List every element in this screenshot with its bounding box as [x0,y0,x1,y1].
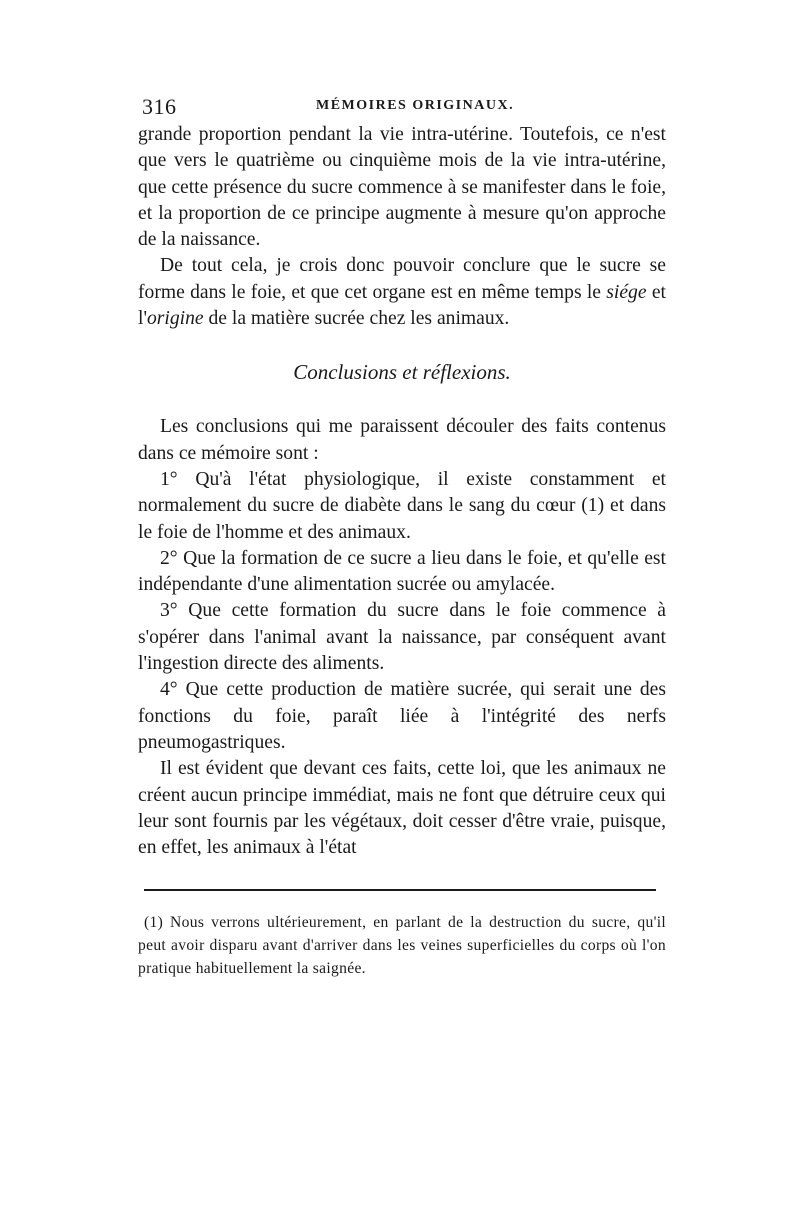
footnote [138,911,666,980]
paragraph: Les conclusions qui me paraissent découler des faits contenus dans ce mémoire sont : [138,416,666,464]
footnote-divider [144,889,656,891]
conclusion-item: 1° Qu'à l'état physiologique, il existe constamment et normalement du sucre de diabète dans le sang du cœur (1) et dans le foie de l'homme et des animaux. [138,468,666,543]
paragraph: grande proportion pendant la vie intra-utérine. Toutefois, ce n'est que vers le quatrième ou cinquième mois de la vie intra-utérine, que cette présence du sucre commence à se manifester dans le foie, et la proportion de ce principe augmente à mesure qu'on approche de la naissance. [138,124,666,251]
running-title: MÉMOIRES ORIGINAUX. [316,98,515,113]
text-run: et l' [138,281,666,330]
body-text [138,122,666,861]
conclusion-item: 4° Que cette production de matière sucrée, qui serait une des fonctions du foie, paraît liée à l'intégrité des nerfs pneumogastriques. [138,679,666,753]
paragraph [138,253,666,332]
book-page [138,92,666,980]
footnote-text: (1) Nous verrons ultérieurement, en parlant de la destruction du sucre, qu'il peut avoir disparu avant d'arriver dans les veines superficielles du corps où l'on pratique habituellement la saignée. [138,914,666,978]
text-run: de la matière sucrée chez les animaux. [203,308,510,330]
page-number: 316 [142,94,177,119]
paragraph: Il est évident que devant ces faits, cette loi, que les animaux ne créent aucun principe immédiat, mais ne font que détruire ceux qui leur sont fournis par les végétaux, doit cesser d'être vraie, puisque, en effet, les animaux à l'état [138,758,666,859]
text-run: De tout cela, je crois donc pouvoir conclure que le sucre se forme dans le foie, et que cet organe est en même temps le [138,255,666,303]
section-title: Conclusions et réflexions. [293,360,511,385]
conclusion-item: 3° Que cette formation du sucre dans le foie commence à s'opérer dans l'animal avant la naissance, par conséquent avant l'ingestion directe des aliments. [138,600,666,675]
conclusion-item: 2° Que la formation de ce sucre a lieu dans le foie, et qu'elle est indépendante d'une alimentation sucrée ou amylacée. [138,547,666,596]
italic-term: origine [146,308,204,330]
page-header [138,92,666,122]
italic-term: siége [606,281,647,303]
